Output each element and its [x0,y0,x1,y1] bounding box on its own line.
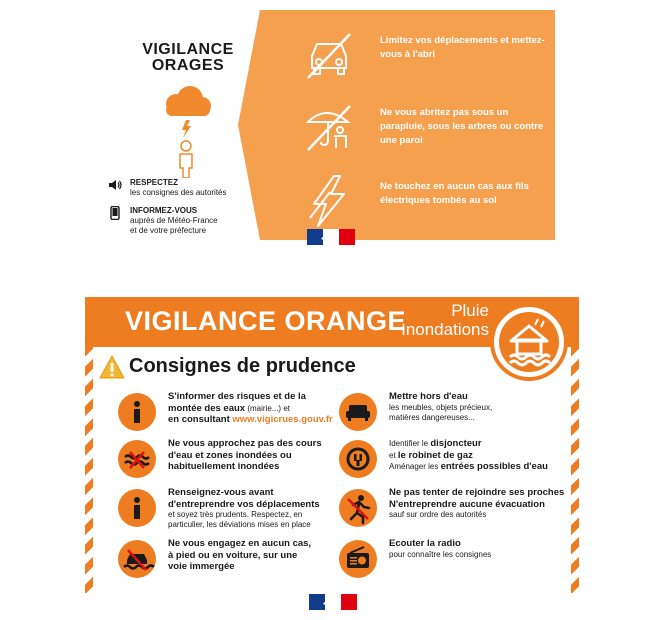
crossed-water-icon [118,440,156,478]
respect-label: RESPECTEZ [130,178,179,187]
inform-text-1: auprès de Météo-France [130,216,218,225]
flooded-house-icon [498,311,560,373]
speaker-icon [108,178,122,192]
lightning-icon [300,172,358,230]
flood-title: VIGILANCE ORANGE [125,306,407,336]
storm-cloud-person-icon [158,86,214,178]
prudence-item: Mettre hors d'eau les meubles, objets précieux, matières dangereuses... [339,391,569,437]
crossed-umbrella-icon [300,98,358,156]
inform-text-2: et de votre préfecture [130,226,207,235]
phone-icon [108,206,122,220]
flooded-house-badge [490,303,568,381]
prudence-item: Ecouter la radio pour connaître les consignes [339,538,569,584]
prudence-item: Ne pas tenter de rejoindre ses proches N'entreprendre aucune évacuation sauf sur ordre des autorités [339,487,569,533]
warning-icon [99,355,125,379]
prudence-item: Identifier le disjoncteur et le robinet de gaz Aménager les entrées possibles d'eau [339,438,569,484]
storm-advice-item [260,26,555,86]
storm-advice-text: Ne touchez en aucun cas aux fils électriques tombés au sol [380,181,529,206]
prudence-item: S'informer des risques et de la montée des eaux (mairie...) et en consultant www.vigicrues.gouv.fr [118,391,348,437]
car-in-water-icon [118,540,156,578]
power-plug-icon [339,440,377,478]
hazard-stripes-left [85,347,93,593]
flood-vigilance-card: VIGILANCE ORANGE Pluie Inondations Consignes de prudence S'informer des risques et de la montée des eaux (mairie...) et en consultant www.vigicrues.gouv.fr Ne vous approchez pas des cours d'eau et zones inondées ou habituellement inondées Renseignez-vous avant d'entreprendre vos déplacements et soyez très prudents. Respectez, en particulier, les déviations mises en place Ne vous engagez en aucun cas, à pied ou en voiture, sur une voie immergée Mettre hors d'eau les meubles, objets précieux, matières dangereuses... Identifier le disjoncteur et le robinet de gaz Aménager les entrées possibles d'eau Ne pas tenter de rejoindre ses proches N'entreprendre aucune évacuation sauf sur ordre des autorités Ecouter la radio pour connaître les consignes [85,297,579,593]
prudence-item: Ne vous approchez pas des cours d'eau et zones inondées ou habituellement inondées [118,438,348,484]
storm-advice-item [260,98,555,158]
prudence-item: Renseignez-vous avant d'entreprendre vos déplacements et soyez très prudents. Respectez, en particulier, les déviations mises en place [118,487,348,533]
sofa-icon [339,393,377,431]
storm-title: VIGILANCE ORAGES [142,41,234,74]
republique-francaise-logo [309,592,357,612]
storm-advice-text: Ne vous abritez pas sous un parapluie, sous les arbres ou contre une paroi [380,107,544,146]
vigicrues-link[interactable]: www.vigicrues.gouv.fr [232,414,333,425]
info-icon [118,489,156,527]
radio-icon [339,540,377,578]
no-running-person-icon [339,489,377,527]
inform-label: INFORMEZ-VOUS [130,206,198,215]
info-icon [118,393,156,431]
respect-text: les consignes des autorités [130,188,227,197]
republique-francaise-logo [307,227,355,247]
storm-advice-item [260,172,555,232]
storm-advice-text: Limitez vos déplacements et mettez-vous à l'abri [380,35,545,60]
flood-subtitle: Pluie Inondations [401,301,489,339]
storm-advice-panel [260,10,555,240]
crossed-car-icon [300,26,358,84]
storm-info-column [100,10,260,240]
prudence-item: Ne vous engagez en aucun cas, à pied ou en voiture, sur une voie immergée [118,538,348,584]
